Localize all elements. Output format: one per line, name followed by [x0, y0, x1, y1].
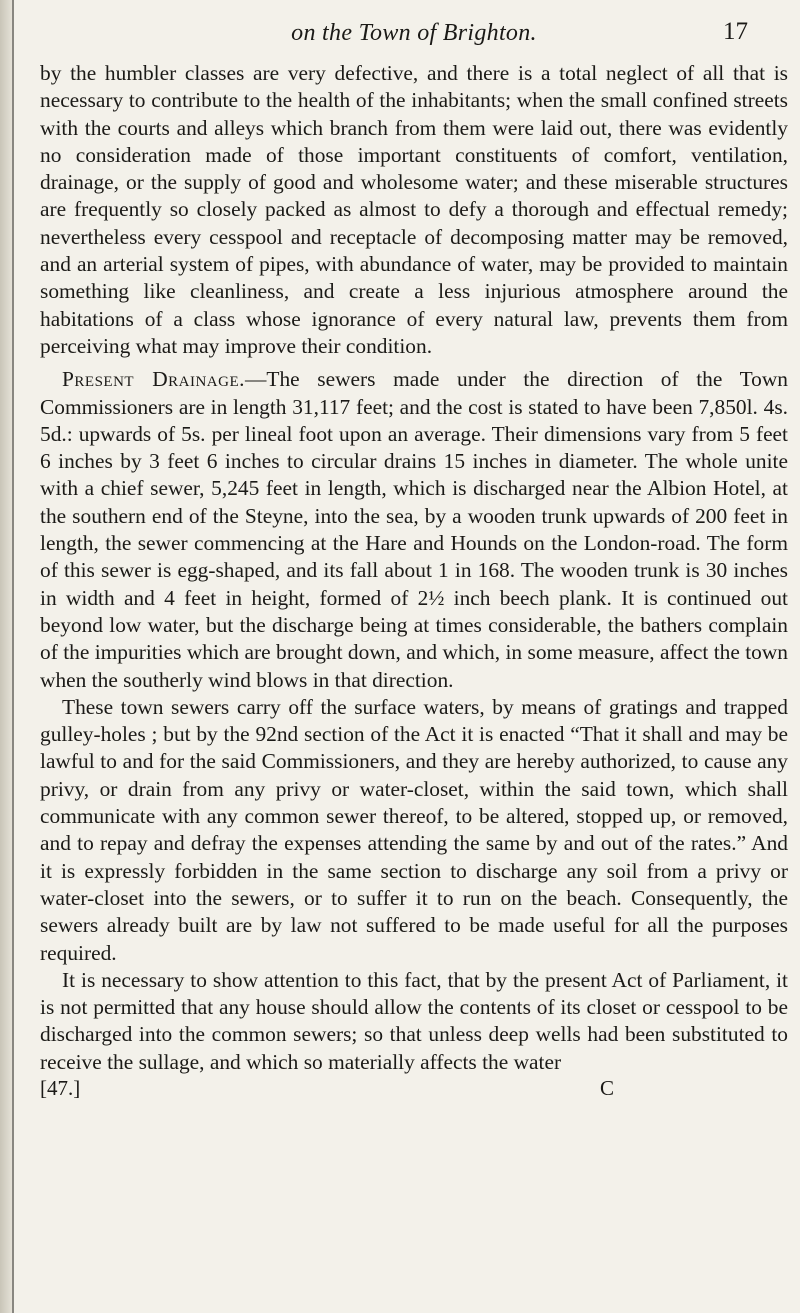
page-header — [40, 8, 788, 60]
running-head: on the Town of Brighton. — [291, 20, 537, 46]
sewers-paragraph: These town sewers carry off the surface waters, by means of gratings and trapped gulley-holes ; but by the 92nd section of the Act it is enacted “That it shall and may be lawful to and for the said Commissioners, and they are hereby authorized, to cause any privy, or drain from any privy or water-closet, within the said town, which shall communicate with any common sewer thereof, to be altered, stopped up, or removed, and to repay and defray the expenses attending the same by and out of the rates.” And it is expressly forbidden in the same section to discharge any soil from a privy or water-closet into the sewers, or to suffer it to run on the beach. Consequently, the sewers already built are by law not suffered to be made useful for all the purposes required. — [40, 694, 788, 965]
parliament-paragraph: It is necessary to show attention to this fact, that by the present Act of Parliament, it is not permitted that any house should allow the contents of its closet or cesspool to be discharged into the common sewers; so that unless deep wells had been substituted to receive the sullage, and which so materially affects the water — [40, 967, 788, 1074]
signature-letter: C — [600, 1075, 615, 1100]
page-number: 17 — [723, 18, 748, 45]
opening-paragraph: by the humbler classes are very defective, and there is a total neglect of all that is necessary to contribute to the health of the inhabitants; when the small confined streets with the courts and alleys which branch from them were laid out, there was evidently no consideration made of those important constituents of comfort, ventilation, drainage, or the supply of good and wholesome water; and these miserable structures are frequently so closely packed as almost to defy a thorough and effectual remedy; nevertheless every cesspool and receptacle of decomposing matter may be removed, and an arterial system of pipes, with abundance of water, may be provided to maintain something like cleanliness, and create a less injurious atmosphere around the habitations of a class whose ignorance of every natural law, prevents them from perceiving what may improve their condition. — [40, 61, 788, 358]
page-footer — [40, 1076, 788, 1104]
drainage-paragraph — [40, 366, 788, 694]
drainage-body: —The sewers made under the direction of the Town Commissioners are in length 31,117 feet; and the cost is stated to have been 7,850l. 4s. 5d.: upwards of 5s. per lineal foot upon an average. Their dimensions vary from 5 feet 6 inches by 3 feet 6 inches to circular drains 15 inches in diameter. The whole unite with a chief sewer, 5,245 feet in length, which is discharged near the Albion Hotel, at the southern end of the Steyne, into the sea, by a wooden trunk upwards of 200 feet in length, the sewer commencing at the Hare and Hounds on the London-road. The form of this sewer is egg-shaped, and its fall about 1 in 168. The wooden trunk is 30 inches in width and 4 feet in height, formed of 2½ inch beech plank. It is continued out beyond low water, but the discharge being at times considerable, the bathers complain of the impurities which are brought down, and which, in some measure, affect the town when the southerly wind blows in that direction. — [40, 367, 789, 692]
signature-mark: [47.] — [40, 1075, 81, 1100]
book-page — [40, 8, 788, 1104]
binding-edge — [12, 0, 14, 1313]
section-heading: Present Drainage. — [62, 367, 245, 392]
